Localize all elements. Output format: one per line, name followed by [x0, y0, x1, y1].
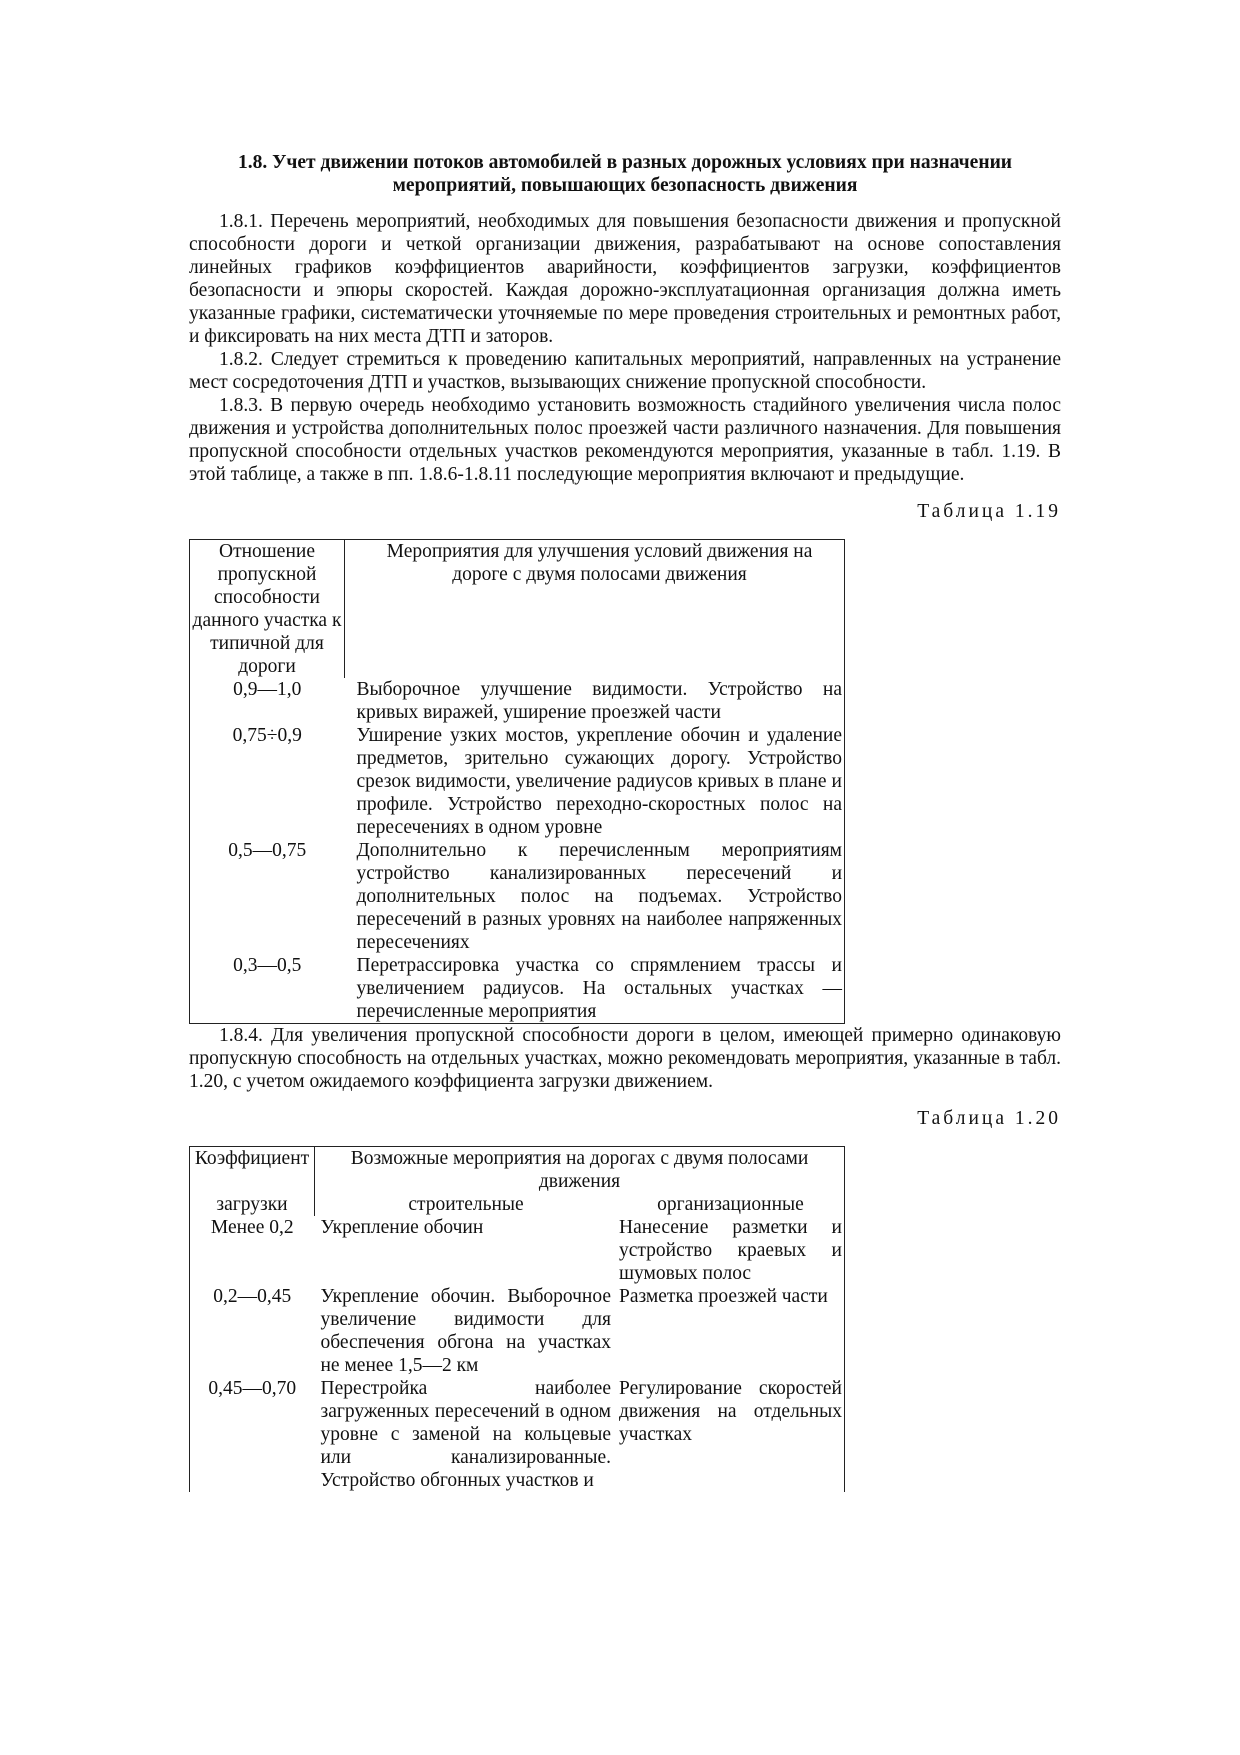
header-construction: строительные [408, 1194, 524, 1215]
table-1-19-caption: Таблица 1.19 [917, 501, 1061, 522]
section-title: 1.8. Учет движении потоков автомобилей в разных дорожных условиях при назначении мероприятий, повышающих безопасность движения [237, 152, 1013, 196]
cell-measures: Дополнительно к перечисленным мероприятиям устройство канализированных пересечений и дополнительных полос на подъемах. Устройство пересечений в разных уровнях на наиболее напряженных пересечениях [356, 840, 842, 953]
table-row [190, 954, 845, 1024]
table-1-20-caption: Таблица 1.20 [917, 1108, 1061, 1129]
table-header-row [190, 1147, 845, 1194]
cell-construction: Укрепление обочин. Выборочное увеличение видимости для обеспечения обгона на участках не менее 1,5—2 км [320, 1286, 611, 1376]
table-1-20 [189, 1146, 845, 1492]
cell-ratio: 0,3—0,5 [233, 955, 302, 976]
table-header-row [190, 540, 845, 679]
cell-organizational: Регулирование скоростей движения на отдельных участках [619, 1378, 842, 1445]
cell-construction: Укрепление обочин [320, 1217, 484, 1238]
table-row [190, 839, 845, 954]
paragraph-1-8-3: 1.8.3. В первую очередь необходимо установить возможность стадийного увеличения числа полос движения и устройства дополнительных полос проезжей части различного назначения. Для повышения пропускной способности отдельных участков рекомендуются мероприятия, указанные в табл. 1.19. В этой таблице, а также в пп. 1.8.6-1.8.11 последующие мероприятия включают и предыдущие. [189, 395, 1061, 485]
table-subheader-row [190, 1193, 845, 1216]
cell-coefficient: Менее 0,2 [210, 1217, 294, 1238]
table-row [190, 1285, 845, 1377]
header-measures: Мероприятия для улучшения условий движения на дороге с двумя полосами движения [386, 541, 813, 585]
cell-coefficient: 0,2—0,45 [213, 1286, 292, 1307]
cell-ratio: 0,9—1,0 [233, 679, 302, 700]
cell-ratio: 0,75÷0,9 [232, 725, 302, 746]
paragraph-1-8-1: 1.8.1. Перечень мероприятий, необходимых для повышения безопасности движения и пропускной способности дороги и четкой организации движения, разрабатывают на основе сопоставления линейных графиков коэффициентов аварийности, коэффициентов загрузки, коэффициентов безопасности и эпюры скоростей. Каждая дорожно-эксплуатационная организация должна иметь указанные графики, систематически уточняемые по мере проведения строительных и ремонтных работ, и фиксировать на них места ДТП и заторов. [189, 211, 1061, 347]
header-possible-measures: Возможные мероприятия на дорогах с двумя полосами движения [350, 1148, 809, 1192]
header-coefficient: Коэффициент [190, 1147, 315, 1194]
header-load: загрузки [190, 1193, 315, 1216]
cell-measures: Уширение узких мостов, укрепление обочин и удаление предметов, зрительно сужающих дорогу. Устройство срезок видимости, увеличение радиусов кривых в плане и профиле. Устройство переходно-скоростных полос на пересечениях в одном уровне [356, 725, 842, 838]
cell-ratio: 0,5—0,75 [228, 840, 307, 861]
table-row [190, 724, 845, 839]
header-ratio: Отношение пропускной способности данного участка к типичной для дороги [190, 540, 345, 679]
cell-construction: Перестройка наиболее загруженных пересечений в одном уровне с заменой на кольцевые или канализированные. Устройство обгонных участков и [320, 1378, 611, 1491]
paragraph-1-8-4: 1.8.4. Для увеличения пропускной способности дороги в целом, имеющей примерно одинаковую пропускную способность на отдельных участках, можно рекомендовать мероприятия, указанные в табл. 1.20, с учетом ожидаемого коэффициента загрузки движением. [189, 1025, 1061, 1092]
cell-measures: Выборочное улучшение видимости. Устройство на кривых виражей, уширение проезжей части [356, 679, 842, 723]
table-row [190, 678, 845, 724]
paragraph-1-8-2: 1.8.2. Следует стремиться к проведению капитальных мероприятий, направленных на устранение мест сосредоточения ДТП и участков, вызывающих снижение пропускной способности. [189, 349, 1061, 393]
header-organizational: организационные [657, 1194, 804, 1215]
cell-measures: Перетрассировка участка со спрямлением трассы и увеличением радиусов. На остальных участках — перечисленные мероприятия [356, 955, 842, 1022]
table-row [190, 1216, 845, 1285]
page-content [189, 151, 1061, 1492]
table-1-19 [189, 539, 845, 1024]
cell-organizational: Разметка проезжей части [619, 1286, 828, 1307]
cell-organizational: Нанесение разметки и устройство краевых и шумовых полос [619, 1217, 842, 1284]
table-row [190, 1377, 845, 1492]
cell-coefficient: 0,45—0,70 [208, 1378, 297, 1399]
